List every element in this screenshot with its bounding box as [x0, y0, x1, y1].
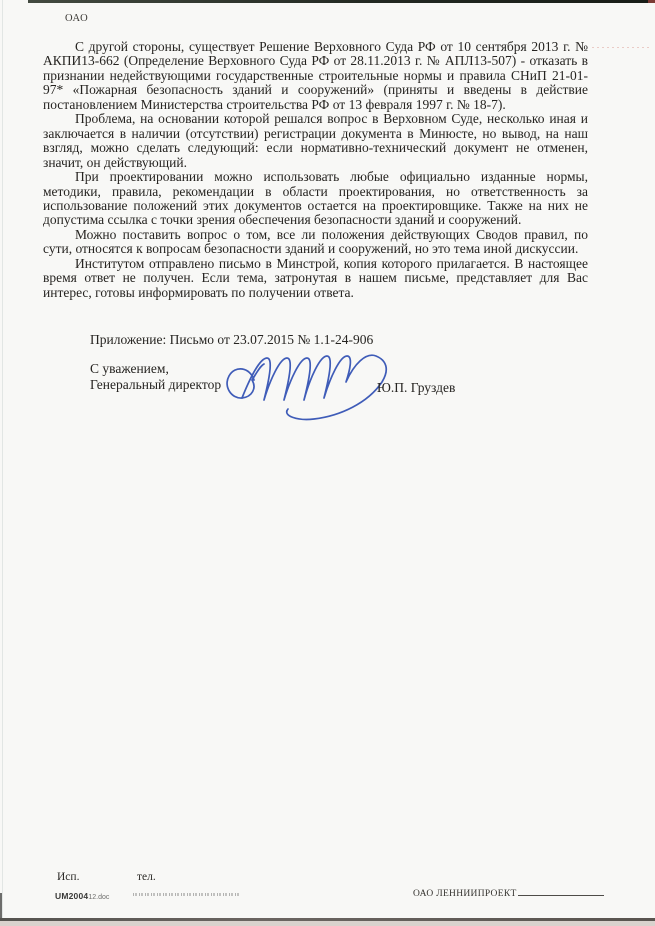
company-name: ОАО ЛЕННИИПРОЕКТ	[413, 889, 517, 899]
file-reference	[55, 886, 109, 904]
paragraph-minstroy-letter: Институтом отправлено письмо в Минстрой, копия которого прилагается. В настоящее время ответ не получен. Если тема, затронутая в нашем письме, представляет для Вас интерес, готовы информировать по получении ответа.	[43, 255, 588, 300]
file-extension: 12.doc	[88, 894, 110, 901]
paragraph-supreme-court-ruling: С другой стороны, существует Решение Верховного Суда РФ от 10 сентября 2013 г. № АКПИ13-662 (Определение Верховного Суда РФ от 28.11.2013 г. № АПЛ13-507) - отказать в признании недействующими государственные строительные нормы и правила СНиП 21-01-97* «Пожарная безопасность зданий и сооружений» (приняты и введены в действие постановлением Министерства строительства РФ от 13 февраля 1997 г. № 18-7).	[43, 39, 588, 112]
file-name: UM2004	[55, 891, 89, 901]
closing-salutation: С уважением,	[90, 361, 169, 376]
signature-underline	[518, 886, 604, 896]
attachment-line: Приложение: Письмо от 23.07.2015 № 1.1-24-906	[90, 332, 374, 347]
scanner-bed-strip	[0, 921, 655, 926]
scan-left-edge-artifact	[2, 0, 3, 919]
letter-body	[43, 40, 588, 300]
paragraph-problem-conclusion: Проблема, на основании которой решался вопрос в Верховном Суде, несколько иная и заключается в наличии (отсутствии) регистрации документа в Минюсте, но вывод, на наш взгляд, можно сделать следующий: если нормативно-технический документ не отменен, значит, он действующий.	[43, 111, 588, 170]
scan-pink-line-artifact	[592, 47, 652, 48]
signer-name: Ю.П. Груздев	[377, 380, 456, 395]
scan-top-edge-artifact	[28, 0, 655, 3]
company-footer	[413, 886, 604, 899]
paragraph-codes-question: Можно поставить вопрос о том, все ли положения действующих Сводов правил, по сути, относятся к вопросам безопасности зданий и сооружений, но это тема иной дискуссии.	[43, 226, 588, 257]
microtext-filepath	[133, 893, 239, 896]
scan-left-bottom-edge-artifact	[0, 893, 2, 920]
executor-label: Исп.	[57, 871, 80, 883]
closing-title: Генеральный директор	[90, 376, 222, 392]
paragraph-design-responsibility: При проектировании можно использовать любые официально изданные нормы, методики, правила, рекомендации в области проектирования, но ответственность за использование положений этих документов остается на проектировщике. Также на них не допустима ссылка с точки зрения обеспечения безопасности зданий и сооружений.	[43, 169, 588, 228]
org-label: ОАО	[65, 13, 89, 24]
scan-corner-speck-artifact	[648, 0, 655, 3]
closing-block	[90, 361, 221, 392]
phone-label: тел.	[137, 871, 156, 883]
